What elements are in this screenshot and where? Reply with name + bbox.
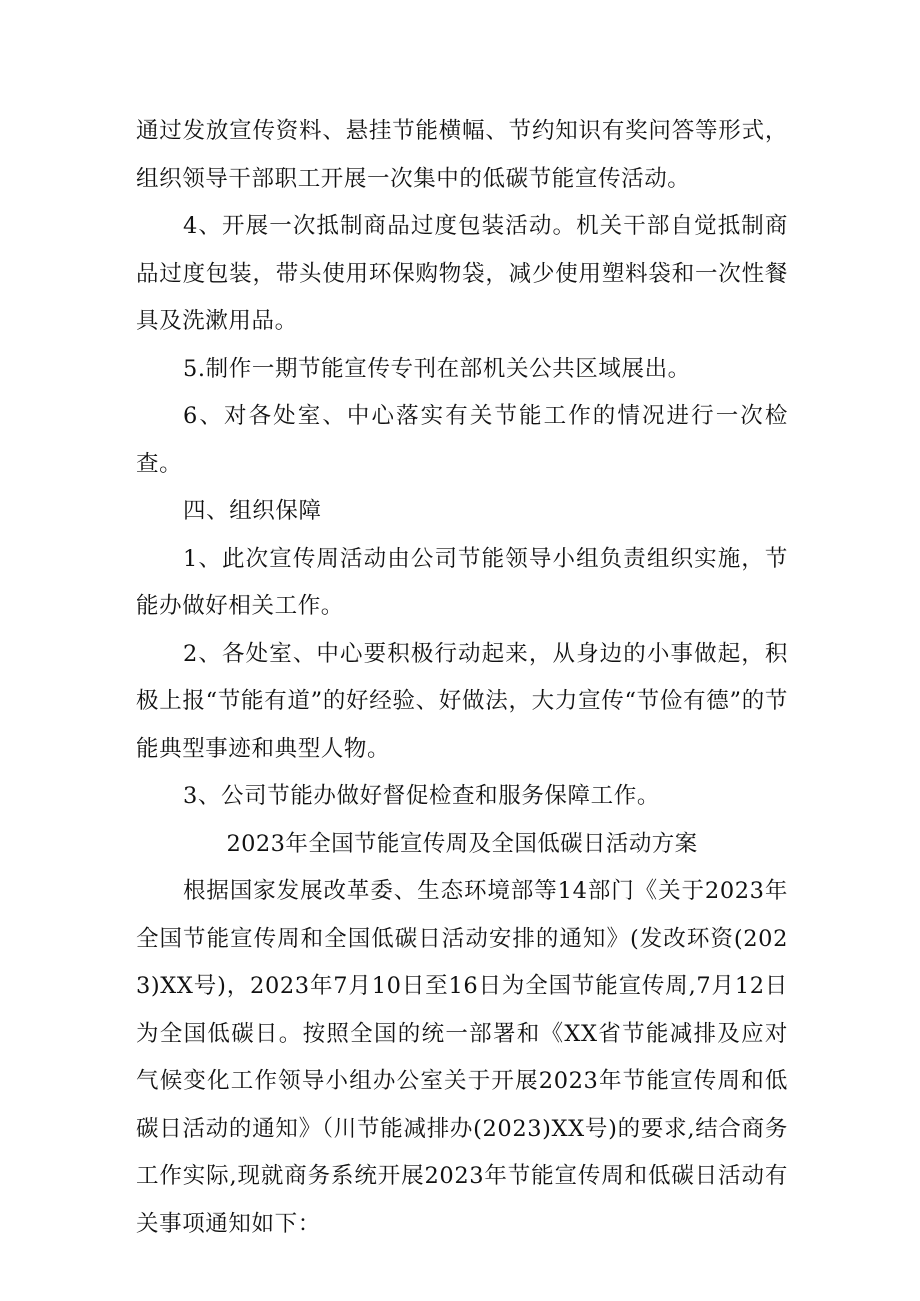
section-item-1: 1、此次宣传周活动由公司节能领导小组负责组织实施，节能办做好相关工作。 <box>136 545 788 619</box>
paragraph-item-6: 6、对各处室、中心落实有关节能工作的情况进行一次检查。 <box>136 403 788 477</box>
paragraph-continuation: 通过发放宣传资料、悬挂节能横幅、节约知识有奖问答等形式，组织领导干部职工开展一次集中的低碳节能宣传活动。 <box>136 118 788 192</box>
paragraph-item-5: 5.制作一期节能宣传专刊在部机关公共区域展出。 <box>183 355 691 382</box>
section-item-2: 2、各处室、中心要积极行动起来，从身边的小事做起，积极上报“节能有道”的好经验、好做法，大力宣传“节俭有德”的节能典型事迹和典型人物。 <box>136 640 788 762</box>
paragraph-item-4: 4、开展一次抵制商品过度包装活动。机关干部自觉抵制商品过度包装，带头使用环保购物袋，减少使用塑料袋和一次性餐具及洗漱用品。 <box>136 213 788 334</box>
document-page <box>136 108 788 1248</box>
document-title: 2023年全国节能宣传周及全国低碳日活动方案 <box>226 830 698 857</box>
intro-paragraph: 根据国家发展改革委、生态环境部等14部门《关于2023年全国节能宣传周和全国低碳日活动安排的通知》(发改环资(2023)XX号)，2023年7月10日至16日为全国节能宣传周,7月12日为全国低碳日。按照全国的统一部署和《XX省节能减排及应对气候变化工作领导小组办公室关于开展2023年节能宣传周和低碳日活动的通知》（川节能减排办(2023)XX号)的要求,结合商务工作实际,现就商务系统开展2023年节能宣传周和低碳日活动有关事项通知如下： <box>136 878 788 1237</box>
section-item-3: 3、公司节能办做好督促检查和服务保障工作。 <box>183 783 660 809</box>
section-heading: 四、组织保障 <box>183 498 322 524</box>
